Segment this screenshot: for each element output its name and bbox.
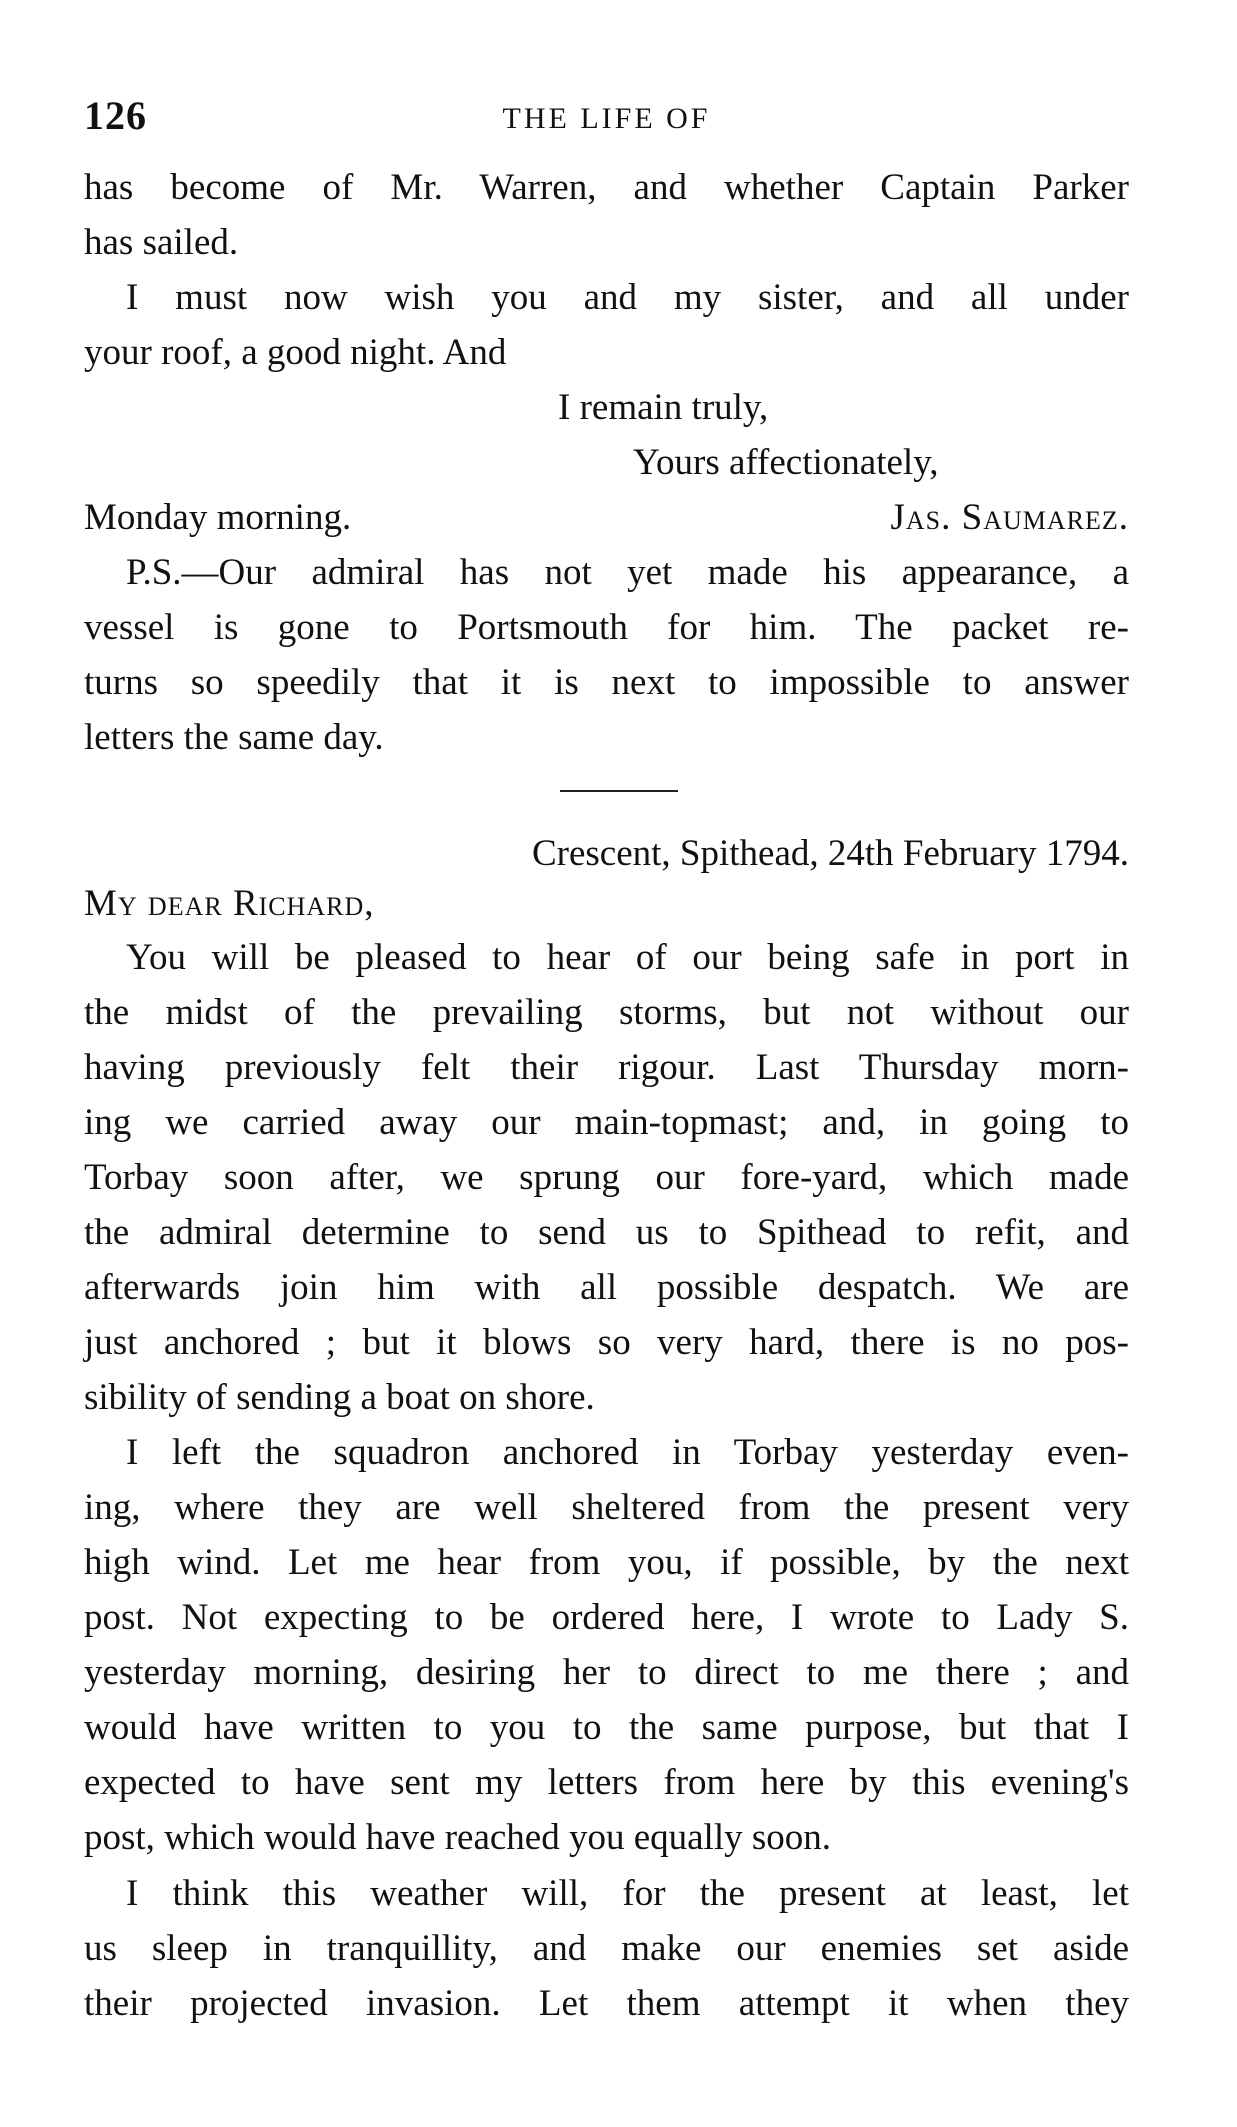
text-line: vessel is gone to Portsmouth for him. The packet re- <box>84 607 1129 648</box>
text-line: your roof, a good night. And <box>84 332 507 373</box>
letter2-paragraph-3 <box>84 1866 1129 2031</box>
closing-remain: I remain truly, <box>558 387 769 428</box>
text-line: turns so speedily that it is next to impossible to answer <box>84 662 1129 703</box>
section-divider <box>560 790 678 792</box>
closing-yours: Yours affectionately, <box>633 442 939 483</box>
text-line: their projected invasion. Let them attempt it when they <box>84 1983 1129 2024</box>
text-line: Torbay soon after, we sprung our fore-yard, which made <box>84 1157 1129 1198</box>
letter1-continuation <box>84 160 1129 270</box>
text-line: ing we carried away our main-topmast; and, in going to <box>84 1102 1129 1143</box>
running-head: THE LIFE OF <box>502 102 711 135</box>
text-line: sibility of sending a boat on shore. <box>84 1377 595 1418</box>
text-line: I must now wish you and my sister, and all under <box>126 277 1129 318</box>
text-line: post, which would have reached you equally soon. <box>84 1817 832 1858</box>
text-line: post. Not expecting to be ordered here, I wrote to Lady S. <box>84 1597 1129 1638</box>
text-line: P.S.—Our admiral has not yet made his appearance, a <box>126 552 1129 593</box>
text-line: I left the squadron anchored in Torbay yesterday even- <box>126 1432 1129 1473</box>
letter2-paragraph-2 <box>84 1425 1129 1865</box>
letter1-paragraph <box>84 270 1129 380</box>
text-line: just anchored ; but it blows so very hard, there is no pos- <box>84 1322 1129 1363</box>
text-line: having previously felt their rigour. Last Thursday morn- <box>84 1047 1129 1088</box>
text-line: ing, where they are well sheltered from the present very <box>84 1487 1129 1528</box>
page-header <box>84 92 1129 152</box>
text-line: high wind. Let me hear from you, if possible, by the next <box>84 1542 1129 1583</box>
text-line: You will be pleased to hear of our being safe in port in <box>126 937 1129 978</box>
text-line: I think this weather will, for the present at least, let <box>126 1873 1129 1914</box>
letter2-paragraph-1 <box>84 930 1129 1425</box>
letter-signature: Jas. Saumarez. <box>890 497 1129 538</box>
letter1-postscript <box>84 545 1129 765</box>
text-line: afterwards join him with all possible despatch. We are <box>84 1267 1129 1308</box>
page-number: 126 <box>84 93 147 138</box>
text-line: us sleep in tranquillity, and make our enemies set aside <box>84 1928 1129 1969</box>
text-line: has sailed. <box>84 222 239 263</box>
letter1-closing <box>84 380 1129 545</box>
text-line: would have written to you to the same purpose, but that I <box>84 1707 1129 1748</box>
letter2-salutation: My dear Richard, <box>84 883 375 924</box>
text-line: expected to have sent my letters from here by this evening's <box>84 1762 1129 1803</box>
text-line: the midst of the prevailing storms, but not without our <box>84 992 1129 1033</box>
text-line: letters the same day. <box>84 717 384 758</box>
text-line: the admiral determine to send us to Spithead to refit, and <box>84 1212 1129 1253</box>
text-line: has become of Mr. Warren, and whether Captain Parker <box>84 167 1129 208</box>
letter2-dateline: Crescent, Spithead, 24th February 1794. <box>531 833 1129 874</box>
letter-day: Monday morning. <box>84 497 352 538</box>
text-line: yesterday morning, desiring her to direct to me there ; and <box>84 1652 1129 1693</box>
